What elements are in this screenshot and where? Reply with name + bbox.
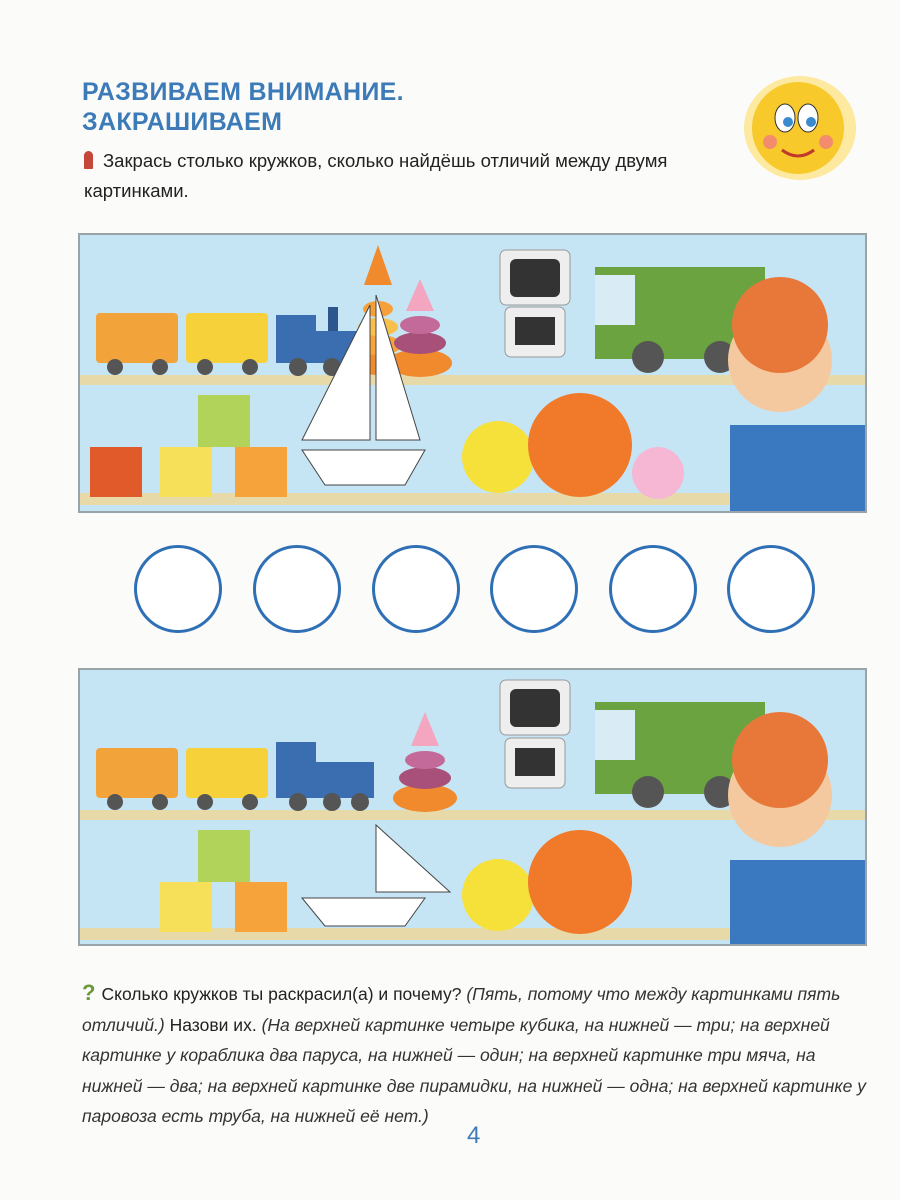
- bottom-picture: [78, 668, 867, 946]
- question-mark-icon: ?: [82, 980, 96, 1005]
- answer-circle[interactable]: [609, 545, 697, 633]
- question-text-2: Назови их.: [169, 1014, 257, 1035]
- task-instruction: [84, 146, 724, 206]
- robot: [500, 250, 570, 357]
- question-block: [82, 978, 872, 1132]
- answer-circle[interactable]: [134, 545, 222, 633]
- top-picture-illustration: [80, 235, 865, 511]
- answer-circle[interactable]: [490, 545, 578, 633]
- page-number: 4: [467, 1122, 481, 1149]
- top-picture: [78, 233, 867, 513]
- page-title-line2: ЗАКРАШИВАЕМ: [82, 108, 283, 136]
- answer-circles: [134, 545, 834, 641]
- page-title-line1: РАЗВИВАЕМ ВНИМАНИЕ.: [82, 78, 404, 106]
- answer-text: (Пять, потому что между картинками пять отличий.): [82, 984, 841, 1035]
- answer-circle[interactable]: [253, 545, 341, 633]
- answer-text-2: (На верхней картинке четыре кубика, на нижней — три; на верхней картинке у кораблика два паруса, на нижней — один; на верхней картинке три мяча, на нижней — два; на верхней картинке две пирамидки, на нижней — одна; на верхней картинке у паровоза есть труба, на нижней её нет.): [82, 1014, 866, 1126]
- question-text: Сколько кружков ты раскрасил(а) и почему?: [101, 984, 462, 1004]
- smiley-mascot-icon: [740, 62, 860, 187]
- instruction-text: Закрась столько кружков, сколько найдёшь отличий между двумя картинками.: [84, 150, 668, 201]
- answer-circle[interactable]: [372, 545, 460, 633]
- robot: [500, 680, 570, 788]
- bottom-picture-illustration: [80, 670, 865, 944]
- pencil-icon: [84, 151, 93, 169]
- answer-circle[interactable]: [727, 545, 815, 633]
